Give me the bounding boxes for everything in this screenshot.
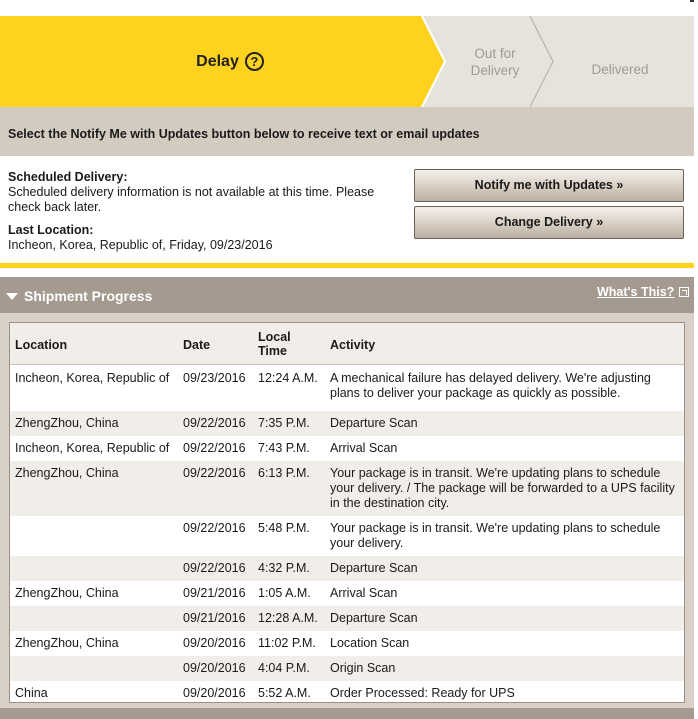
col-header-local-time-line2: Time bbox=[258, 344, 287, 358]
row-activity: Arrival Scan bbox=[330, 586, 398, 600]
table-row bbox=[10, 411, 684, 436]
shipment-progress-toggle[interactable] bbox=[6, 288, 152, 304]
table-row bbox=[10, 606, 684, 631]
row-location: ZhengZhou, China bbox=[15, 636, 119, 650]
row-location: ZhengZhou, China bbox=[15, 586, 119, 600]
step-delay bbox=[150, 52, 310, 71]
row-date: 09/21/2016 bbox=[183, 586, 246, 600]
popup-window-icon bbox=[679, 287, 689, 297]
row-date: 09/23/2016 bbox=[183, 371, 246, 385]
table-row bbox=[10, 656, 684, 681]
last-location-label: Last Location: bbox=[8, 223, 94, 237]
row-date: 09/22/2016 bbox=[183, 521, 246, 535]
help-icon[interactable]: ? bbox=[245, 52, 264, 71]
whats-this-label: What's This? bbox=[597, 285, 675, 299]
last-location-text: Incheon, Korea, Republic of, Friday, 09/23/2016 bbox=[8, 238, 273, 252]
scheduled-delivery-text: Scheduled delivery information is not available at this time. Please check back later. bbox=[8, 185, 375, 214]
col-header-local-time-line1: Local bbox=[258, 330, 291, 344]
shipment-progress-panel bbox=[0, 313, 694, 708]
delivery-info bbox=[0, 156, 694, 268]
step-out-label-line1: Out for bbox=[474, 46, 516, 61]
row-time: 7:43 P.M. bbox=[258, 441, 310, 455]
whats-this-link[interactable] bbox=[597, 285, 689, 299]
row-date: 09/22/2016 bbox=[183, 466, 246, 480]
row-activity: Arrival Scan bbox=[330, 441, 398, 455]
delivery-details bbox=[8, 170, 398, 253]
row-time: 1:05 A.M. bbox=[258, 586, 311, 600]
row-date: 09/21/2016 bbox=[183, 611, 246, 625]
row-activity: Your package is in transit. We're updating plans to schedule your delivery. / The package will be forwarded to a UPS facility in the destination city. bbox=[330, 466, 675, 510]
row-time: 5:48 P.M. bbox=[258, 521, 310, 535]
row-time: 4:04 P.M. bbox=[258, 661, 310, 675]
collapse-triangle-icon bbox=[6, 293, 18, 300]
col-header-date: Date bbox=[183, 338, 211, 352]
row-time: 12:28 A.M. bbox=[258, 611, 318, 625]
row-time: 11:02 P.M. bbox=[258, 636, 316, 650]
step-delay-label: Delay bbox=[196, 53, 239, 70]
table-row bbox=[10, 516, 684, 556]
step-delivered: Delivered bbox=[591, 62, 649, 77]
row-activity: Departure Scan bbox=[330, 561, 418, 575]
row-time: 5:52 A.M. bbox=[258, 686, 311, 700]
delivery-progress-bar bbox=[0, 16, 694, 107]
bottom-band bbox=[0, 708, 694, 719]
row-date: 09/20/2016 bbox=[183, 686, 246, 700]
scheduled-delivery-label: Scheduled Delivery: bbox=[8, 170, 128, 184]
row-date: 09/22/2016 bbox=[183, 561, 246, 575]
row-location: China bbox=[15, 686, 48, 700]
notify-banner: Select the Notify Me with Updates button below to receive text or email updates bbox=[0, 107, 694, 156]
shipment-progress-header bbox=[0, 277, 694, 313]
row-time: 6:13 P.M. bbox=[258, 466, 310, 480]
shipment-progress-table bbox=[9, 322, 685, 703]
col-header-location: Location bbox=[15, 338, 68, 352]
change-delivery-button[interactable]: Change Delivery » bbox=[414, 206, 684, 239]
row-date: 09/20/2016 bbox=[183, 661, 246, 675]
table-row bbox=[10, 461, 684, 516]
row-activity: Order Processed: Ready for UPS bbox=[330, 686, 515, 700]
row-location: Incheon, Korea, Republic of bbox=[15, 441, 170, 455]
row-time: 12:24 A.M. bbox=[258, 371, 318, 385]
row-activity: Your package is in transit. We're updating plans to schedule your delivery. bbox=[330, 521, 661, 550]
step-out-label-line2: Delivery bbox=[470, 63, 520, 78]
row-location: ZhengZhou, China bbox=[15, 466, 119, 480]
row-date: 09/22/2016 bbox=[183, 441, 246, 455]
col-header-activity: Activity bbox=[330, 338, 376, 352]
row-date: 09/22/2016 bbox=[183, 416, 246, 430]
row-activity: Departure Scan bbox=[330, 611, 418, 625]
table-row bbox=[10, 681, 684, 706]
row-location: ZhengZhou, China bbox=[15, 416, 119, 430]
table-row bbox=[10, 436, 684, 461]
col-header-local-time bbox=[258, 330, 291, 358]
row-activity: A mechanical failure has delayed delivery. We're adjusting plans to deliver your package as quickly as possible. bbox=[330, 371, 651, 400]
table-row bbox=[10, 581, 684, 606]
row-location: Incheon, Korea, Republic of bbox=[15, 371, 170, 385]
table-row bbox=[10, 556, 684, 581]
row-activity: Departure Scan bbox=[330, 416, 418, 430]
step-out-for-delivery bbox=[450, 45, 540, 79]
shipment-progress-title: Shipment Progress bbox=[24, 288, 153, 304]
row-activity: Origin Scan bbox=[330, 661, 396, 675]
table-row bbox=[10, 631, 684, 656]
corner-mark bbox=[690, 0, 694, 2]
row-time: 7:35 P.M. bbox=[258, 416, 310, 430]
row-time: 4:32 P.M. bbox=[258, 561, 310, 575]
notify-me-button[interactable]: Notify me with Updates » bbox=[414, 169, 684, 202]
row-date: 09/20/2016 bbox=[183, 636, 246, 650]
row-activity: Location Scan bbox=[330, 636, 410, 650]
table-header bbox=[10, 323, 684, 365]
table-row bbox=[10, 366, 684, 411]
